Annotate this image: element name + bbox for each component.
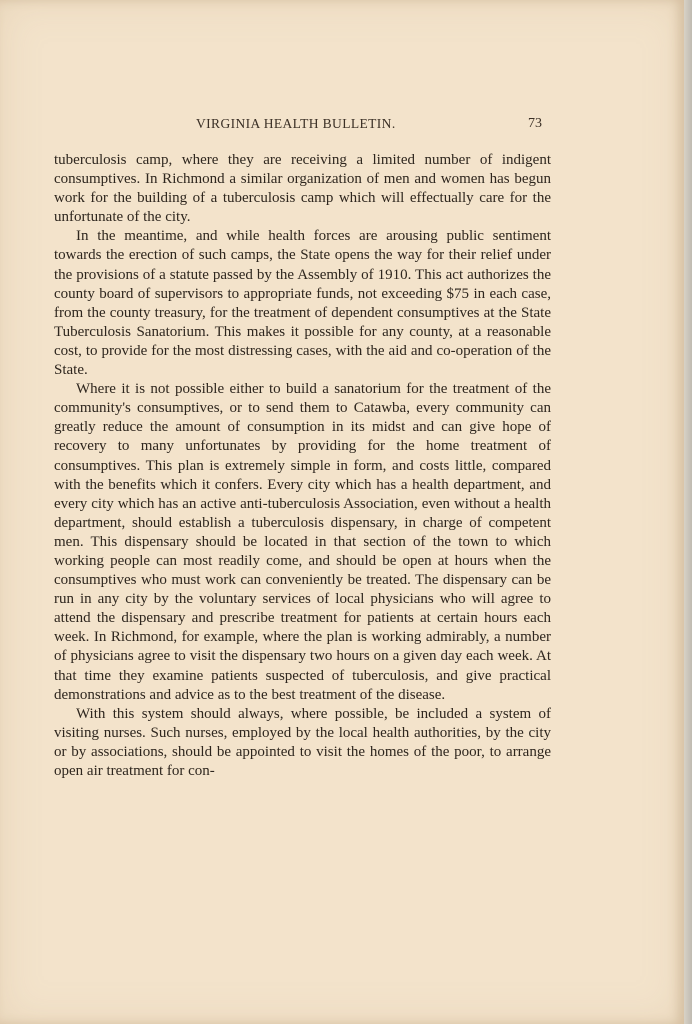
page-number: 73 (528, 116, 542, 131)
page-header (62, 116, 552, 136)
paragraph-4: With this system should always, where possible, be included a system of visiting nurses. Such nurses, employed by the local health authorities, by the city or by associations, should be appointed to visit the homes of the poor, to arrange open air treatment for con- (54, 705, 551, 779)
paragraph-2: In the meantime, and while health forces are arousing public sentiment towards the erection of such camps, the State opens the way for their relief under the provisions of a statute passed by the Assembly of 1910. This act authorizes the county board of supervisors to appropriate funds, not exceeding $75 in each case, from the county treasury, for the treatment of dependent consumptives at the State Tuberculosis Sanatorium. This makes it possible for any county, at a reasonable cost, to provide for the most distressing cases, with the aid and co-operation of the State. (54, 228, 551, 379)
page-edge (684, 0, 692, 1024)
paragraph-3: Where it is not possible either to build a sanatorium for the treatment of the community's consumptives, or to send them to Catawba, every community can greatly reduce the amount of consumption in its midst and can give hope of recovery to many unfortunates by providing for the home treatment of consumptives. This plan is extremely simple in form, and costs little, compared with the benefits which it confers. Every city which has a health department, and every city which has an active anti-tuberculosis Association, even without a health department, should establish a tuberculosis dispensary, in charge of competent men. This dispensary should be located in that section of the town to which working people can most readily come, and should be open at hours when the consumptives who must work can conveniently be treated. The dispensary can be run in any city by the voluntary services of local physicians who will agree to attend the dispensary and prescribe treatment for patients at certain hours each week. In Richmond, for example, where the plan is working admirably, a number of physicians agree to visit the dispensary two hours on a given day each week. At that time they examine patients suspected of tuberculosis, and give practical demonstrations and advice as to the best treatment of the disease. (54, 381, 551, 703)
running-title: VIRGINIA HEALTH BULLETIN. (196, 116, 396, 131)
paragraph-1: tuberculosis camp, where they are receiving a limited number of indigent consumptives. In Richmond a similar organization of men and women has begun work for the building of a tuberculosis camp which will effectually care for the unfortunate of the city. (54, 152, 551, 226)
body-text (54, 151, 551, 781)
